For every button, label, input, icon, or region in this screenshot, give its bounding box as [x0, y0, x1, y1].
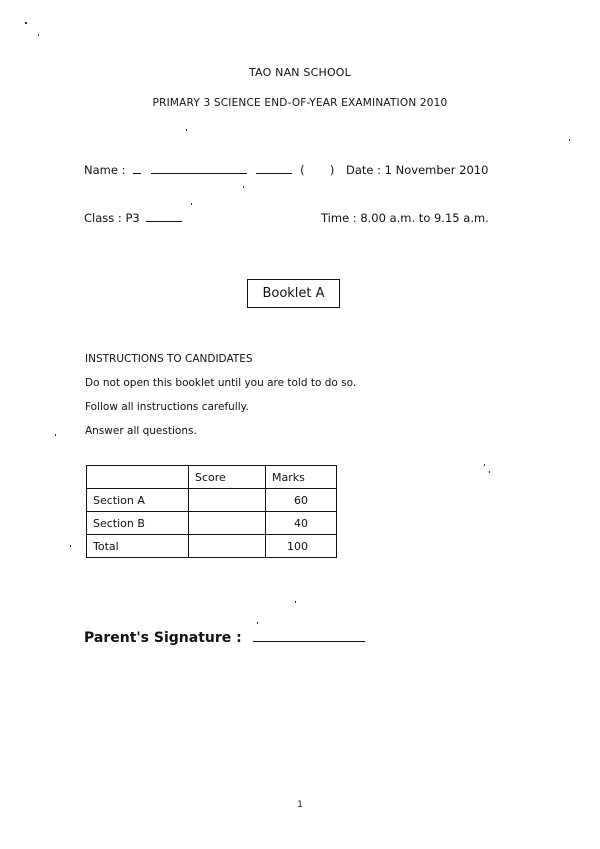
scan-speck: [191, 203, 192, 205]
instruction-line: Do not open this booklet until you are told to do so.: [85, 377, 357, 389]
instruction-line: Answer all questions.: [85, 425, 197, 437]
exam-time: Time : 8.00 a.m. to 9.15 a.m.: [321, 211, 489, 225]
name-line-3: [256, 163, 292, 174]
table-row: [87, 535, 337, 558]
parent-signature-row: [84, 629, 365, 646]
scan-speck: [257, 622, 258, 624]
section-cell: Section A: [87, 489, 189, 512]
name-line-2: [151, 163, 247, 174]
scan-speck: [295, 601, 296, 603]
scan-speck: [489, 471, 490, 473]
index-open: (: [300, 163, 305, 177]
name-label: Name :: [84, 163, 126, 177]
score-table: [86, 465, 337, 558]
signature-line: [253, 629, 365, 642]
page-number: 1: [297, 800, 303, 810]
instruction-line: Follow all instructions carefully.: [85, 401, 249, 413]
scan-speck: [484, 464, 485, 466]
marks-cell: 60: [266, 489, 337, 512]
school-name: TAO NAN SCHOOL: [248, 66, 351, 79]
exam-title: PRIMARY 3 SCIENCE END-OF-YEAR EXAMINATION 2010: [152, 97, 448, 109]
name-line-1: [133, 163, 141, 174]
score-cell: [189, 512, 266, 535]
table-row: [87, 489, 337, 512]
scan-speck: [569, 139, 570, 141]
name-field-row: [84, 163, 334, 177]
marks-cell: 40: [266, 512, 337, 535]
parent-signature-label: Parent's Signature :: [84, 630, 242, 646]
exam-date: Date : 1 November 2010: [346, 163, 489, 177]
table-header-cell: Score: [189, 466, 266, 489]
booklet-label-box: Booklet A: [247, 279, 340, 308]
marks-cell: 100: [266, 535, 337, 558]
index-close: ): [329, 163, 335, 177]
section-cell: Total: [87, 535, 189, 558]
scan-speck: [186, 129, 187, 131]
instructions-heading: INSTRUCTIONS TO CANDIDATES: [85, 353, 253, 365]
score-cell: [189, 489, 266, 512]
class-line: [146, 211, 182, 222]
class-field-row: [84, 211, 182, 225]
score-cell: [189, 535, 266, 558]
scan-speck: [38, 34, 39, 36]
table-row: [87, 512, 337, 535]
table-header-row: [87, 466, 337, 489]
scan-speck: [70, 545, 71, 547]
scan-speck: [55, 434, 56, 436]
scan-speck: [243, 186, 244, 188]
section-cell: Section B: [87, 512, 189, 535]
class-label: Class : P3: [84, 211, 140, 225]
scan-speck: [25, 22, 27, 24]
table-header-cell: [87, 466, 189, 489]
table-header-cell: Marks: [266, 466, 337, 489]
